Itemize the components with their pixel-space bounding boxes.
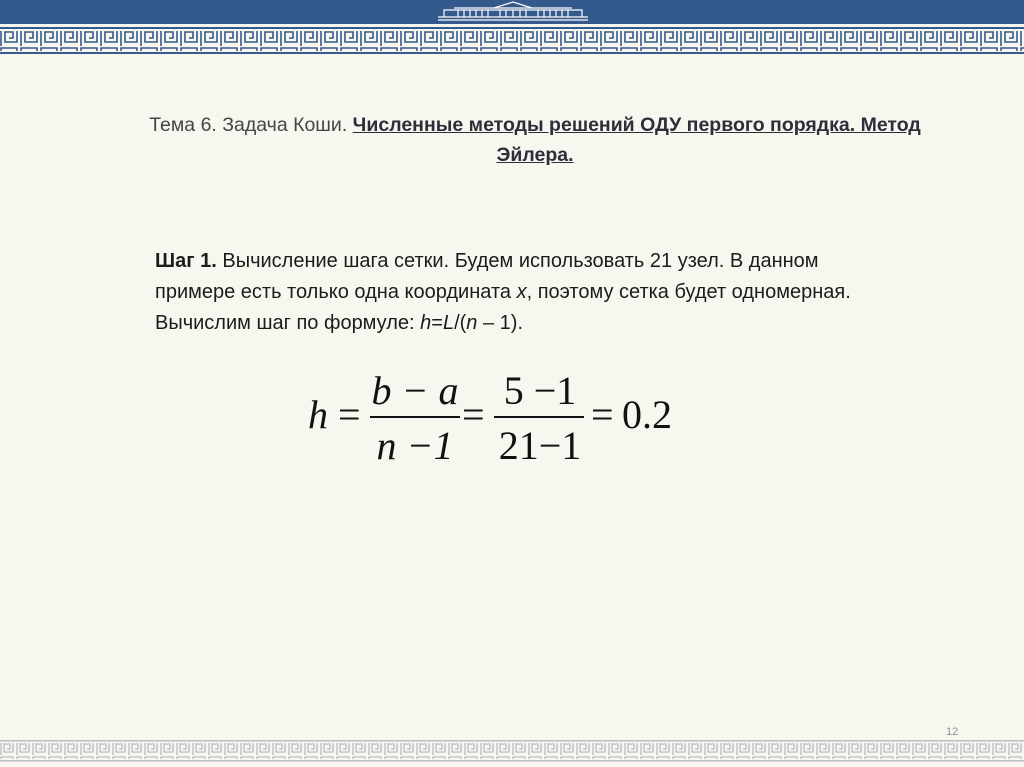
step-text-2: , поэтому сетка будет одномерная. Вычислим шаг по формуле: — [155, 281, 851, 334]
title-prefix: Тема 6. Задача Коши. — [149, 114, 348, 136]
formula-frac1-den: n −1 — [376, 423, 454, 464]
greek-key-border-top — [0, 27, 1024, 55]
coord-variable: x — [516, 281, 527, 303]
building-logo-icon — [434, 0, 592, 24]
step-paragraph — [155, 246, 875, 339]
greek-key-border-bottom — [0, 740, 1024, 762]
formula-frac1-num: b − a — [371, 374, 459, 413]
formula-eq2: = — [462, 392, 485, 437]
formula-eq3: = — [591, 392, 614, 437]
formula-lhs: h — [308, 392, 328, 437]
step-label: Шаг 1. — [155, 250, 217, 272]
slide-number: 12 — [946, 726, 959, 738]
title-link[interactable]: Численные методы решений ОДУ первого порядка. Метод Эйлера. — [352, 114, 921, 166]
formula-frac2-den: 21−1 — [498, 423, 582, 464]
inline-formula: h=L/(n – 1). — [420, 312, 523, 334]
formula-eq1: = — [338, 392, 361, 437]
step-formula — [304, 374, 704, 464]
formula-frac2-num: 5 −1 — [503, 374, 577, 413]
formula-result: 0.2 — [622, 392, 672, 437]
step-text: Вычисление шага сетки. Будем использовать 21 узел. В данном примере есть только одна координата — [155, 250, 819, 303]
slide-title — [120, 110, 950, 170]
